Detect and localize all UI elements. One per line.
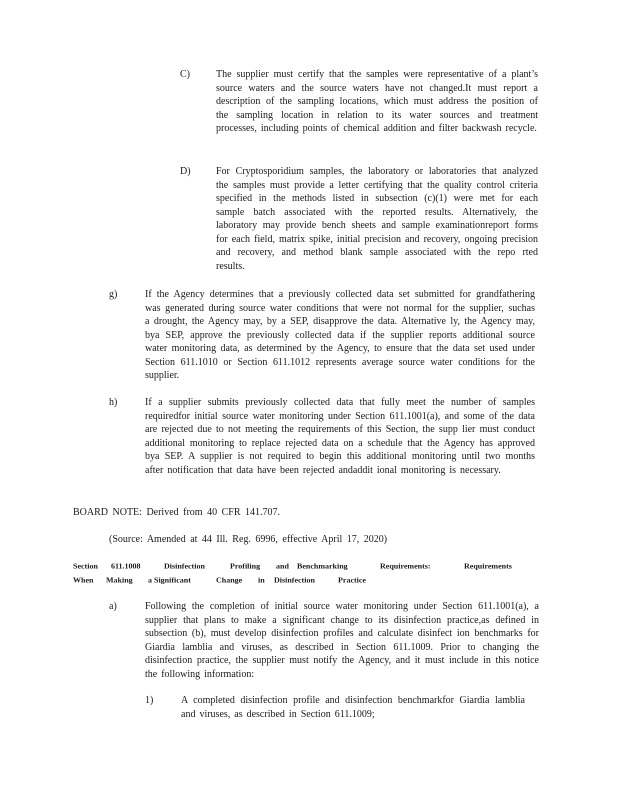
section-heading-word: Disinfection	[164, 561, 205, 571]
section-heading-word: Requirements	[464, 561, 512, 571]
section-heading-word: Change	[216, 575, 243, 585]
item-c-label: C)	[180, 69, 190, 80]
section-paragraph-1-text: A completed disinfection profile and disinfection benchmarkfor Giardia lamblia and viruses, as described in Section 611.1009;	[181, 695, 525, 720]
item-c-text: The supplier must certify that the samples were representative of a plant’s source waters and the source waters have not changed.It must report a description of the sampling locations, which must address the position of the sampling location in relation to its water sources and treatment processes, including points of chemical addition and filter backwash recycle.	[216, 69, 538, 134]
section-heading-word: and	[276, 561, 289, 571]
section-subsection-a-text: Following the completion of initial source water monitoring under Section 611.1001(a), a supplier that plans to make a significant change to its disinfection practice,as defined in subsection (b), must develop disinfection profiles and calculate disinfect ion benchmarks for Giardia lamblia and viruses, as described in Section 611.1009. Prior to changing the disinfection practice, the supplier must notify the Agency, and it must include in this notice the following information:	[145, 601, 539, 680]
section-heading-word: a Significant	[148, 575, 191, 585]
item-d-label: D)	[180, 166, 191, 177]
section-paragraph-1-label: 1)	[145, 695, 154, 706]
section-heading-word: When	[73, 575, 94, 585]
section-heading-word: in	[258, 575, 265, 585]
source-note: (Source: Amended at 44 Ill. Reg. 6996, effective April 17, 2020)	[109, 534, 388, 545]
section-heading-word: Practice	[338, 575, 366, 585]
section-heading-word: Disinfection	[274, 575, 315, 585]
subsection-g-label: g)	[109, 289, 118, 300]
item-d-text: For Cryptosporidium samples, the laboratory or laboratories that analyzed the samples must provide a letter certifying that the quality control criteria specified in the methods listed in subsection (c)(1) were met for each sample batch associated with the reported results. Alternatively, the laboratory may provide bench sheets and sample examinationreport forms for each field, matrix spike, initial precision and recovery, ongoing precision and recovery, and method blank sample associated with the repo rted results.	[216, 166, 538, 272]
section-subsection-a-label: a)	[109, 601, 117, 612]
subsection-h-label: h)	[109, 397, 118, 408]
section-heading-word: 611.1008	[111, 561, 141, 571]
section-heading-word: Requirements:	[380, 561, 431, 571]
section-heading-word: Profiling	[230, 561, 261, 571]
subsection-g-text: If the Agency determines that a previously collected data set submitted for grandfathering was generated during source water conditions that were not normal for the supplier, suchas a drought, the Agency may, by a SEP, disapprove the data. Alternative ly, the Agency may, bya SEP, approve the previously collected data if the supplier reports additional source water monitoring data, as determined by the Agency, to ensure that the data set used under Section 611.1010 or Section 611.1012 represents average source water conditions for the supplier.	[145, 289, 535, 381]
section-heading-word: Making	[106, 575, 133, 585]
section-heading-word: Benchmarking	[297, 561, 348, 571]
subsection-h-text: If a supplier submits previously collected data that fully meet the number of samples requiredfor initial source water monitoring under Section 611.1001(a), and some of the data are rejected due to not meeting the requirements of this Section, the supp lier must conduct additional monitoring to replace rejected data on a schedule that the Agency has approved bya SEP. A supplier is not required to begin this additional monitoring until two months after notification that data have been rejected andaddit ional monitoring is necessary.	[145, 397, 535, 476]
board-note: BOARD NOTE: Derived from 40 CFR 141.707.	[73, 507, 280, 518]
section-heading-word: Section	[73, 561, 98, 571]
